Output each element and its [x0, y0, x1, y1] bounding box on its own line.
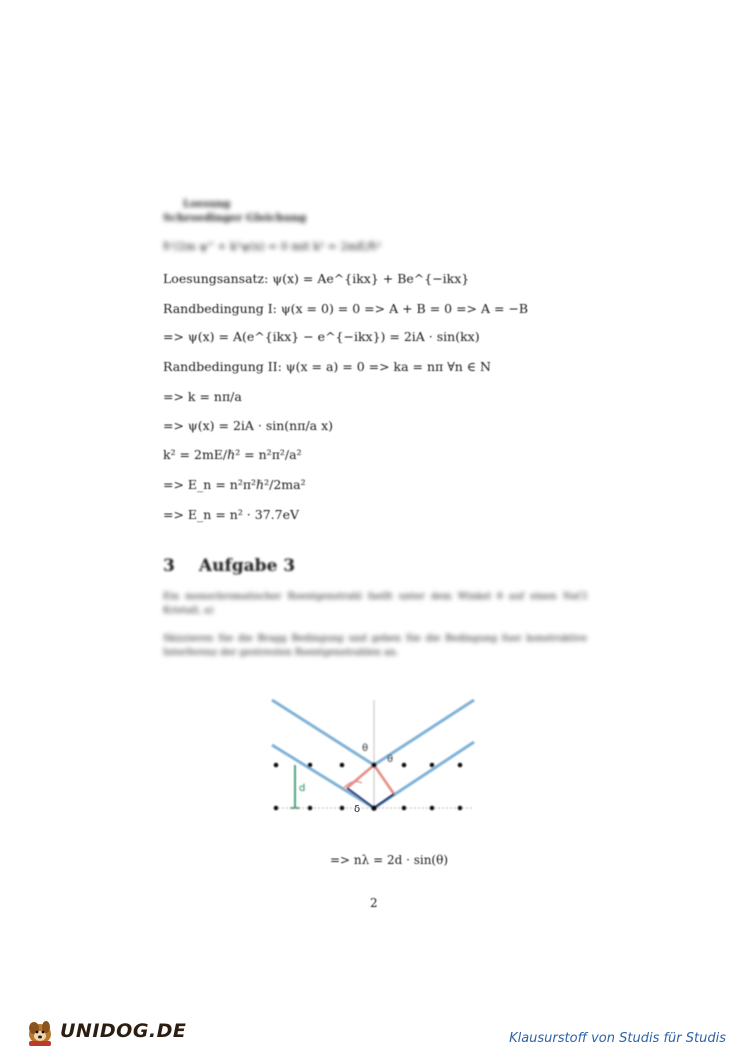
- task-paragraph: Ein monochromatischer Roentgenstrahl faellt unter dem Winkel θ auf einen NaCl Kristall, a): [163, 591, 587, 616]
- theta-label-right: θ: [387, 754, 394, 765]
- dog-mascot-icon: [22, 1014, 58, 1048]
- bragg-condition: => nλ = 2d · sin(θ): [330, 853, 449, 867]
- formula-line: Randbedingung I: ψ(x = 0) = 0 => A + B = 0 => A = −B: [163, 301, 529, 316]
- formula-line: => E_n = n²π²ℏ²/2ma²: [163, 477, 306, 492]
- formula-line: => k = nπ/a: [163, 389, 242, 404]
- theta-label-left: θ: [362, 743, 369, 754]
- path-difference-right: [374, 765, 394, 794]
- footer-tagline: Klausurstoff von Studis für Studis: [509, 1031, 726, 1046]
- page-number: 2: [370, 896, 378, 910]
- d-label: d: [299, 783, 306, 794]
- section-number: 3: [163, 556, 175, 576]
- section-title: Aufgabe 3: [198, 556, 296, 576]
- formula-line: => ψ(x) = 2iA · sin(nπ/a x): [163, 418, 334, 433]
- formula-line: => ψ(x) = A(e^{ikx} − e^{−ikx}) = 2iA · sin(kx): [163, 329, 480, 344]
- section-heading: [163, 556, 295, 576]
- formula-line: Randbedingung II: ψ(x = a) = 0 => ka = nπ ∀n ∈ N: [163, 359, 491, 374]
- formula-line: => E_n = n² · 37.7eV: [163, 507, 300, 522]
- logo-text: UNIDOG.DE: [60, 1020, 187, 1042]
- unidog-logo[interactable]: [22, 1014, 186, 1048]
- task-paragraph: Skizzieren Sie die Bragg Bedingung und geben Sie die Bedingung fuer konstruktive Interferenz der gestreuten Roentgenstrahlen an.: [163, 633, 587, 658]
- normal-segment-right: [374, 794, 394, 808]
- path-difference-left: [347, 765, 374, 788]
- solution-subheading: Schroedinger Gleichung: [163, 212, 307, 224]
- solution-heading: Loesung: [183, 199, 231, 210]
- normal-segment-left: [347, 788, 374, 808]
- formula-line: k² = 2mE/ℏ² = n²π²/a²: [163, 447, 302, 462]
- schroedinger-formula: ℏ²/2m ψ'' + k²ψ(x) = 0 mit k² = 2mE/ℏ²: [163, 240, 382, 253]
- bragg-diagram: [262, 690, 482, 825]
- formula-line: Loesungsansatz: ψ(x) = Ae^{ikx} + Be^{−ikx}: [163, 271, 470, 286]
- delta-label: δ: [354, 804, 361, 815]
